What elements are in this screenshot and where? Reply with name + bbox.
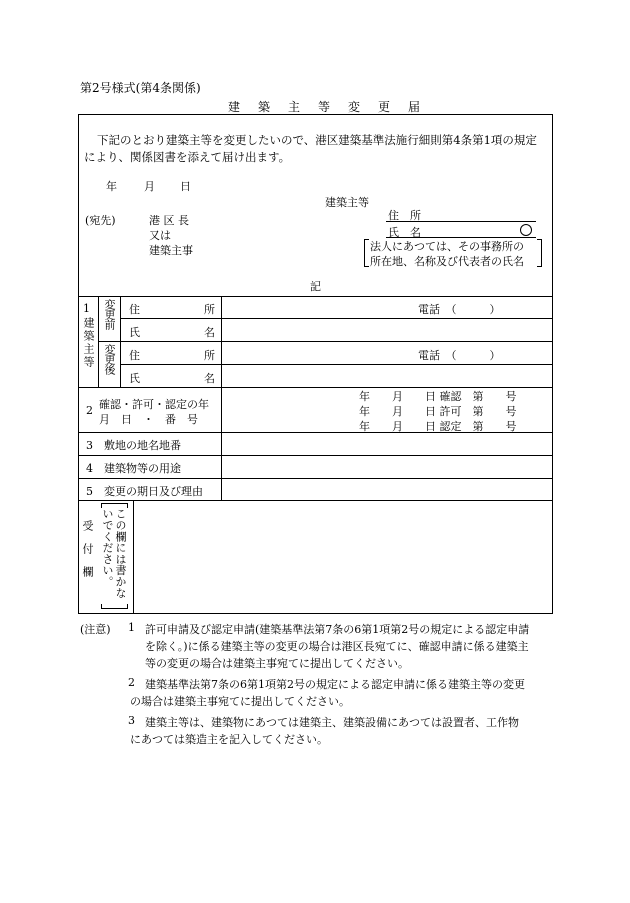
row2-number: 2 xyxy=(86,404,93,417)
seal-circle-icon xyxy=(520,224,532,236)
bracket-right-icon xyxy=(537,239,542,267)
before-address-field[interactable] xyxy=(225,298,405,316)
form-number: 第2号様式(第4条関係) xyxy=(80,81,201,95)
after-name-label: 氏名 xyxy=(129,372,215,385)
row2-permit-line[interactable]: 年 月 日 許可 第 号 xyxy=(359,405,517,418)
row3-label: 3 敷地の地名地番 xyxy=(86,439,181,452)
row1-number: 1 xyxy=(83,302,90,315)
before-name-field[interactable] xyxy=(225,320,550,339)
after-name-field[interactable] xyxy=(225,366,550,385)
table-top-line xyxy=(78,296,553,297)
applicant-header: 建築主等 xyxy=(325,196,369,209)
note-2-number: 2 xyxy=(128,676,135,689)
addressee-or: 又は xyxy=(149,229,171,242)
note-1-line-3: 等の変更の場合は建築主事宛てに提出してください。 xyxy=(145,657,409,670)
applicant-address-label: 住 所 xyxy=(388,209,421,222)
applicant-address-line[interactable] xyxy=(386,221,536,222)
addressee-mayor: 港 区 長 xyxy=(149,214,189,227)
note-3-number: 3 xyxy=(128,714,135,727)
after-phone: 電話 （ ） xyxy=(418,349,501,362)
intro-line-1: 下記のとおり建築主等を変更したいので、港区建築基準法施行細則第4条第1項の規定 xyxy=(97,133,537,147)
building-use-field[interactable] xyxy=(225,457,550,476)
addressee-label: (宛先) xyxy=(85,214,116,227)
site-address-field[interactable] xyxy=(225,434,550,453)
applicant-note-line-1: 法人にあつては、その事務所の xyxy=(370,240,524,253)
date-year: 年 xyxy=(106,180,117,193)
row2-certification-line[interactable]: 年 月 日 認定 第 号 xyxy=(359,420,517,433)
note-1-line-2: を除く。)に係る建築主等の変更の場合は港区長宛てに、確認申請に係る建築主 xyxy=(145,640,529,653)
note-3-line-1: 建築主等は、建築物にあつては建築主、建築設備にあつては設置者、工作物 xyxy=(145,716,519,729)
note-1-line-1: 許可申請及び認定申請(建築基準法第7条の6第1項第2号の規定による認定申請 xyxy=(145,623,530,636)
row2-confirmation-line[interactable]: 年 月 日 確認 第 号 xyxy=(359,390,517,403)
reception-label: 受付欄 xyxy=(81,520,94,589)
after-label: 変更後 xyxy=(103,344,116,374)
ki-label: 記 xyxy=(310,280,321,293)
row2-label-line-2: 月 日 ・ 番 号 xyxy=(99,413,198,426)
row4-label: 4 建築物等の用途 xyxy=(86,462,181,475)
before-address-label: 住所 xyxy=(129,303,215,316)
bracket-left-icon xyxy=(364,239,369,267)
note-2-line-1: 建築基準法第7条の6第1項第2号の規定による認定申請に係る建築主等の変更 xyxy=(145,678,525,691)
after-address-field[interactable] xyxy=(225,343,405,362)
reception-note-line-2: いでください。 xyxy=(101,508,114,588)
note-2-line-2: の場合は建築主事宛てに提出してください。 xyxy=(130,695,350,708)
page-title: 建 築 主 等 変 更 届 xyxy=(227,100,420,114)
date-month: 月 xyxy=(144,180,155,193)
date-day: 日 xyxy=(180,180,191,193)
after-address-label: 住所 xyxy=(129,349,215,362)
change-reason-field[interactable] xyxy=(225,480,550,498)
before-name-label: 氏名 xyxy=(129,326,215,339)
row2-label-line-1: 確認・許可・認定の年 xyxy=(99,398,209,411)
before-label: 変更前 xyxy=(103,299,116,329)
before-phone: 電話 （ ） xyxy=(418,303,501,316)
reception-note-line-1: この欄には書かな xyxy=(114,508,127,599)
row1-label: 建築主等 xyxy=(82,317,95,369)
applicant-note-line-2: 所在地、名称及び代表者の氏名 xyxy=(370,255,524,268)
row5-label: 5 変更の期日及び理由 xyxy=(86,485,203,498)
addressee-building-official: 建築主事 xyxy=(149,244,193,257)
reception-bracket-bottom-icon xyxy=(101,604,128,609)
note-1-number: 1 xyxy=(128,621,135,634)
note-3-line-2: にあつては築造主を記入してください。 xyxy=(130,733,328,746)
intro-line-2: により、関係図書を添えて届け出ます。 xyxy=(84,150,291,164)
notes-label: (注意) xyxy=(80,623,111,636)
applicant-name-label: 氏 名 xyxy=(388,226,421,239)
